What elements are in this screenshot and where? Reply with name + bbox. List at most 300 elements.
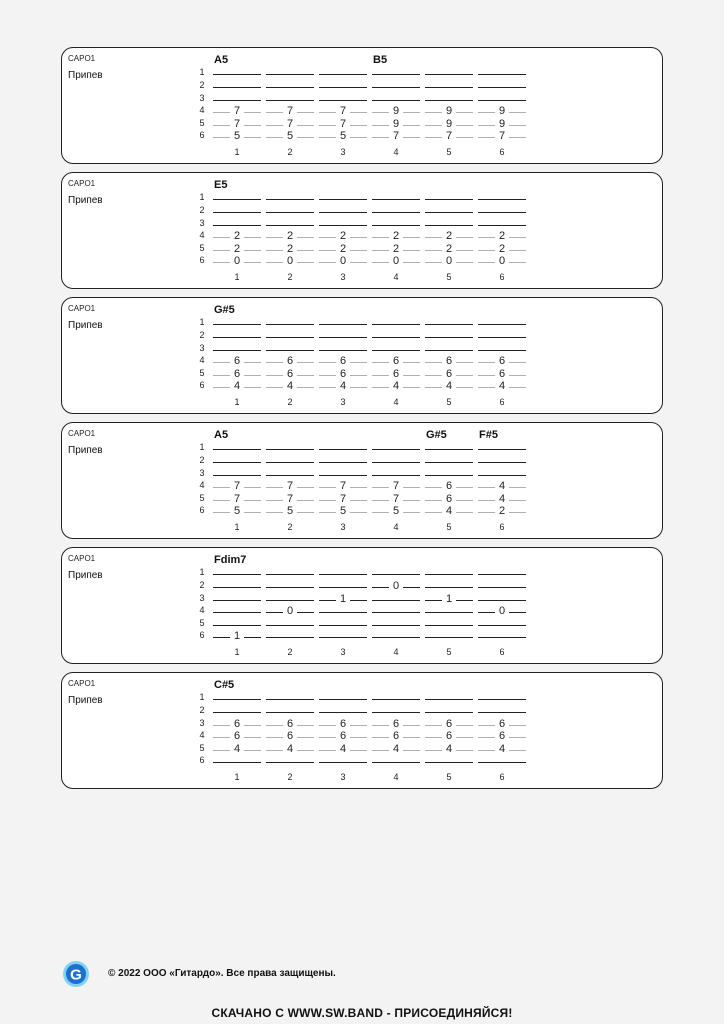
tab-line-segment (478, 324, 526, 325)
beat-number: 6 (499, 772, 505, 782)
tab-block (61, 547, 663, 664)
string-number: 6 (199, 630, 205, 640)
tab-line-segment (372, 462, 420, 463)
tab-line-segment (213, 600, 261, 601)
beat-number: 1 (234, 647, 240, 657)
fret-number: 4 (336, 381, 350, 392)
beat-number: 3 (340, 147, 346, 157)
tab-line-segment (425, 212, 473, 213)
tab-line-segment (478, 100, 526, 101)
string-number: 5 (199, 493, 205, 503)
tab-line-segment (213, 612, 261, 613)
tab-line-segment (319, 449, 367, 450)
fret-number: 5 (389, 506, 403, 517)
tab-line-segment (425, 587, 473, 588)
string-number: 4 (199, 230, 205, 240)
copyright-text: © 2022 ООО «Гитардо». Все права защищены. (108, 968, 336, 979)
fret-number: 7 (283, 106, 297, 117)
fret-number: 6 (389, 369, 403, 380)
tab-line-segment (478, 74, 526, 75)
fret-number: 6 (442, 356, 456, 367)
string-number: 1 (199, 567, 205, 577)
tab-block (61, 47, 663, 164)
beat-number: 4 (393, 647, 399, 657)
fret-number: 4 (230, 381, 244, 392)
section-label: Припев (68, 695, 103, 706)
beat-number: 6 (499, 397, 505, 407)
chord-name: C#5 (214, 679, 235, 691)
fret-number: 7 (495, 131, 509, 142)
tab-line-segment (478, 87, 526, 88)
tab-line-segment (372, 600, 420, 601)
logo-letter: G (70, 966, 82, 984)
tab-line-segment (213, 350, 261, 351)
tab-line-segment (319, 699, 367, 700)
beat-number: 2 (287, 272, 293, 282)
string-number: 2 (199, 705, 205, 715)
fret-number: 9 (389, 119, 403, 130)
beat-number: 3 (340, 272, 346, 282)
fret-number: 6 (495, 719, 509, 730)
capo-label: CAPO1 (68, 429, 96, 438)
tab-line-segment (319, 587, 367, 588)
chord-name: Fdim7 (214, 554, 247, 566)
fret-number: 0 (283, 256, 297, 267)
fret-number: 4 (442, 506, 456, 517)
fret-number: 6 (283, 731, 297, 742)
fret-number: 6 (230, 731, 244, 742)
tab-line-segment (213, 462, 261, 463)
fret-number: 7 (336, 494, 350, 505)
tab-line-segment (213, 100, 261, 101)
tab-line-segment (213, 587, 261, 588)
tab-block (61, 297, 663, 414)
tab-line-segment (425, 762, 473, 763)
fret-number: 5 (336, 131, 350, 142)
capo-label: CAPO1 (68, 54, 96, 63)
beat-number: 2 (287, 522, 293, 532)
fret-number: 2 (283, 231, 297, 242)
string-number: 1 (199, 692, 205, 702)
fret-number: 2 (336, 231, 350, 242)
fret-number: 6 (336, 356, 350, 367)
tab-line-segment (478, 574, 526, 575)
fret-number: 6 (442, 719, 456, 730)
tab-line-segment (478, 625, 526, 626)
string-number: 3 (199, 468, 205, 478)
beat-number: 3 (340, 772, 346, 782)
tab-line-segment (372, 225, 420, 226)
chord-name: B5 (373, 54, 388, 66)
fret-number: 9 (389, 106, 403, 117)
string-number: 5 (199, 243, 205, 253)
fret-number: 6 (336, 369, 350, 380)
chord-name: G#5 (426, 429, 447, 441)
tab-line-segment (425, 225, 473, 226)
tab-line-segment (478, 462, 526, 463)
beat-number: 1 (234, 272, 240, 282)
string-number: 6 (199, 505, 205, 515)
string-number: 1 (199, 442, 205, 452)
download-banner: СКАЧАНО С WWW.SW.BAND - ПРИСОЕДИНЯЙСЯ! (211, 1006, 513, 1020)
tab-line-segment (372, 637, 420, 638)
tab-line-segment (319, 74, 367, 75)
fret-number: 2 (389, 244, 403, 255)
string-number: 2 (199, 580, 205, 590)
fret-number: 6 (495, 731, 509, 742)
fret-number: 7 (230, 481, 244, 492)
fret-number: 7 (283, 494, 297, 505)
tab-line-segment (425, 87, 473, 88)
tab-line-segment (266, 637, 314, 638)
tab-line-segment (425, 637, 473, 638)
tab-line-segment (266, 762, 314, 763)
tab-line-segment (319, 225, 367, 226)
fret-number: 7 (336, 106, 350, 117)
fret-number: 4 (495, 744, 509, 755)
fret-number: 4 (389, 744, 403, 755)
tab-line-segment (478, 762, 526, 763)
beat-number: 6 (499, 147, 505, 157)
fret-number: 6 (230, 719, 244, 730)
chord-name: E5 (214, 179, 228, 191)
tab-line-segment (319, 475, 367, 476)
fret-number: 2 (495, 231, 509, 242)
tab-line-segment (372, 100, 420, 101)
fret-number: 5 (283, 131, 297, 142)
fret-number: 6 (442, 494, 456, 505)
string-number: 4 (199, 605, 205, 615)
tab-line-segment (425, 712, 473, 713)
gitardo-logo-icon (62, 960, 90, 988)
tab-line-segment (319, 462, 367, 463)
capo-label: CAPO1 (68, 304, 96, 313)
fret-number: 2 (442, 244, 456, 255)
string-number: 1 (199, 317, 205, 327)
tab-line-segment (319, 762, 367, 763)
tab-line-segment (478, 225, 526, 226)
tab-line-segment (266, 587, 314, 588)
string-number: 3 (199, 343, 205, 353)
fret-number: 1 (336, 594, 350, 605)
fret-number: 2 (230, 244, 244, 255)
string-number: 6 (199, 380, 205, 390)
tab-line-segment (266, 625, 314, 626)
fret-number: 9 (442, 106, 456, 117)
tab-line-segment (266, 574, 314, 575)
tab-line-segment (319, 337, 367, 338)
string-number: 6 (199, 255, 205, 265)
fret-number: 4 (283, 381, 297, 392)
fret-number: 9 (442, 119, 456, 130)
beat-number: 3 (340, 647, 346, 657)
fret-number: 4 (230, 744, 244, 755)
fret-number: 7 (389, 481, 403, 492)
tab-line-segment (372, 337, 420, 338)
section-label: Припев (68, 570, 103, 581)
tab-line-segment (266, 324, 314, 325)
tab-line-segment (319, 637, 367, 638)
tab-line-segment (372, 87, 420, 88)
fret-number: 6 (230, 356, 244, 367)
tab-line-segment (372, 612, 420, 613)
fret-number: 2 (495, 244, 509, 255)
tab-line-segment (425, 74, 473, 75)
fret-number: 6 (336, 731, 350, 742)
string-number: 3 (199, 718, 205, 728)
tab-block (61, 672, 663, 789)
tab-line-segment (213, 337, 261, 338)
string-number: 5 (199, 118, 205, 128)
tab-line-segment (372, 449, 420, 450)
tab-line-segment (266, 212, 314, 213)
tab-line-segment (213, 212, 261, 213)
tab-line-segment (478, 600, 526, 601)
tab-line-segment (213, 74, 261, 75)
tab-line-segment (213, 87, 261, 88)
string-number: 5 (199, 743, 205, 753)
fret-number: 4 (442, 744, 456, 755)
tab-line-segment (372, 699, 420, 700)
fret-number: 0 (230, 256, 244, 267)
beat-number: 1 (234, 147, 240, 157)
beat-number: 5 (446, 522, 452, 532)
tab-line-segment (372, 712, 420, 713)
fret-number: 6 (283, 369, 297, 380)
beat-number: 2 (287, 147, 293, 157)
tab-line-segment (425, 625, 473, 626)
section-label: Припев (68, 320, 103, 331)
fret-number: 7 (230, 106, 244, 117)
fret-number: 7 (230, 119, 244, 130)
fret-number: 2 (495, 506, 509, 517)
string-number: 6 (199, 130, 205, 140)
chord-name: F#5 (479, 429, 498, 441)
string-number: 5 (199, 368, 205, 378)
tab-line-segment (266, 475, 314, 476)
capo-label: CAPO1 (68, 179, 96, 188)
beat-number: 2 (287, 647, 293, 657)
fret-number: 0 (389, 581, 403, 592)
string-number: 2 (199, 330, 205, 340)
tab-line-segment (266, 449, 314, 450)
tab-line-segment (319, 574, 367, 575)
tab-line-segment (319, 350, 367, 351)
string-number: 4 (199, 730, 205, 740)
tab-line-segment (478, 449, 526, 450)
tab-line-segment (478, 199, 526, 200)
beat-number: 3 (340, 522, 346, 532)
tab-line-segment (478, 350, 526, 351)
tab-line-segment (425, 324, 473, 325)
beat-number: 5 (446, 147, 452, 157)
beat-number: 1 (234, 397, 240, 407)
fret-number: 6 (283, 719, 297, 730)
fret-number: 7 (283, 119, 297, 130)
fret-number: 2 (389, 231, 403, 242)
beat-number: 4 (393, 772, 399, 782)
string-number: 2 (199, 455, 205, 465)
fret-number: 7 (230, 494, 244, 505)
fret-number: 6 (389, 731, 403, 742)
tab-line-segment (213, 762, 261, 763)
tab-line-segment (425, 350, 473, 351)
tab-line-segment (478, 587, 526, 588)
tab-line-segment (319, 625, 367, 626)
tab-line-segment (319, 212, 367, 213)
tab-line-segment (319, 199, 367, 200)
tab-line-segment (213, 199, 261, 200)
beat-number: 4 (393, 397, 399, 407)
tab-line-segment (266, 712, 314, 713)
tab-line-segment (213, 625, 261, 626)
fret-number: 6 (230, 369, 244, 380)
string-number: 2 (199, 80, 205, 90)
tab-line-segment (213, 699, 261, 700)
tab-line-segment (372, 350, 420, 351)
string-number: 3 (199, 593, 205, 603)
string-number: 4 (199, 480, 205, 490)
fret-number: 4 (495, 481, 509, 492)
string-number: 4 (199, 355, 205, 365)
tab-line-segment (425, 612, 473, 613)
tab-line-segment (425, 574, 473, 575)
tab-line-segment (319, 100, 367, 101)
tab-line-segment (478, 637, 526, 638)
section-label: Припев (68, 70, 103, 81)
tab-line-segment (266, 199, 314, 200)
tab-line-segment (319, 87, 367, 88)
fret-number: 7 (336, 119, 350, 130)
string-number: 1 (199, 192, 205, 202)
fret-number: 7 (442, 131, 456, 142)
fret-number: 2 (336, 244, 350, 255)
beat-number: 3 (340, 397, 346, 407)
tab-line-segment (319, 612, 367, 613)
fret-number: 0 (495, 256, 509, 267)
fret-number: 6 (336, 719, 350, 730)
fret-number: 5 (230, 506, 244, 517)
tab-line-segment (213, 449, 261, 450)
section-label: Припев (68, 195, 103, 206)
fret-number: 6 (442, 731, 456, 742)
string-number: 3 (199, 93, 205, 103)
beat-number: 2 (287, 397, 293, 407)
tab-line-segment (266, 350, 314, 351)
tab-line-segment (266, 337, 314, 338)
tab-line-segment (266, 225, 314, 226)
tab-line-segment (478, 212, 526, 213)
fret-number: 6 (389, 356, 403, 367)
beat-number: 5 (446, 397, 452, 407)
tab-line-segment (213, 574, 261, 575)
beat-number: 5 (446, 772, 452, 782)
tab-line-segment (319, 324, 367, 325)
tab-line-segment (425, 475, 473, 476)
tab-line-segment (213, 225, 261, 226)
beat-number: 6 (499, 272, 505, 282)
tab-line-segment (372, 74, 420, 75)
fret-number: 6 (389, 719, 403, 730)
beat-number: 6 (499, 522, 505, 532)
fret-number: 9 (495, 119, 509, 130)
tab-line-segment (425, 449, 473, 450)
fret-number: 4 (389, 381, 403, 392)
tab-block (61, 422, 663, 539)
tab-block (61, 172, 663, 289)
tab-line-segment (266, 100, 314, 101)
fret-number: 1 (230, 631, 244, 642)
fret-number: 2 (283, 244, 297, 255)
string-number: 4 (199, 105, 205, 115)
capo-label: CAPO1 (68, 679, 96, 688)
string-number: 3 (199, 218, 205, 228)
fret-number: 4 (495, 494, 509, 505)
beat-number: 5 (446, 272, 452, 282)
tab-line-segment (425, 699, 473, 700)
string-number: 6 (199, 755, 205, 765)
capo-label: CAPO1 (68, 554, 96, 563)
fret-number: 5 (283, 506, 297, 517)
beat-number: 4 (393, 272, 399, 282)
tab-line-segment (372, 199, 420, 200)
fret-number: 4 (336, 744, 350, 755)
tab-line-segment (372, 574, 420, 575)
fret-number: 7 (283, 481, 297, 492)
fret-number: 6 (495, 356, 509, 367)
section-label: Припев (68, 445, 103, 456)
tab-line-segment (213, 324, 261, 325)
fret-number: 0 (283, 606, 297, 617)
tab-line-segment (372, 762, 420, 763)
beat-number: 5 (446, 647, 452, 657)
fret-number: 4 (442, 381, 456, 392)
fret-number: 2 (230, 231, 244, 242)
tab-line-segment (425, 462, 473, 463)
fret-number: 5 (230, 131, 244, 142)
beat-number: 1 (234, 522, 240, 532)
tab-line-segment (213, 475, 261, 476)
tab-line-segment (425, 199, 473, 200)
beat-number: 1 (234, 772, 240, 782)
fret-number: 0 (442, 256, 456, 267)
fret-number: 0 (389, 256, 403, 267)
tab-line-segment (372, 212, 420, 213)
tab-line-segment (266, 87, 314, 88)
string-number: 5 (199, 618, 205, 628)
tab-line-segment (478, 337, 526, 338)
tab-line-segment (266, 699, 314, 700)
fret-number: 4 (283, 744, 297, 755)
beat-number: 4 (393, 522, 399, 532)
string-number: 2 (199, 205, 205, 215)
beat-number: 6 (499, 647, 505, 657)
fret-number: 7 (336, 481, 350, 492)
tab-line-segment (372, 625, 420, 626)
fret-number: 6 (495, 369, 509, 380)
tab-line-segment (372, 324, 420, 325)
chord-name: G#5 (214, 304, 235, 316)
chord-name: A5 (214, 54, 229, 66)
fret-number: 1 (442, 594, 456, 605)
fret-number: 0 (495, 606, 509, 617)
beat-number: 2 (287, 772, 293, 782)
tab-line-segment (266, 600, 314, 601)
fret-number: 2 (442, 231, 456, 242)
fret-number: 5 (336, 506, 350, 517)
fret-number: 4 (495, 381, 509, 392)
beat-number: 4 (393, 147, 399, 157)
